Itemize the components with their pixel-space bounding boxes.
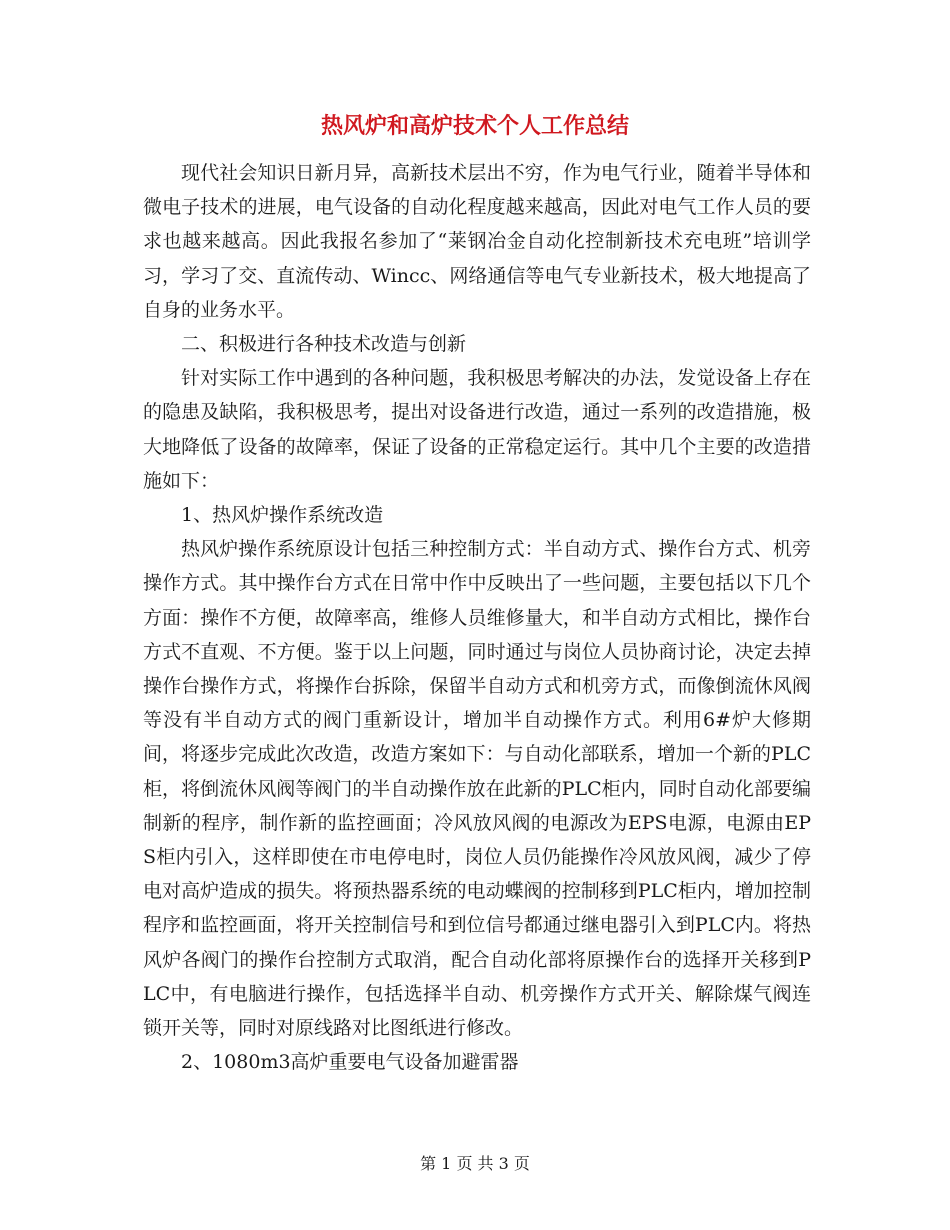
- page-number-footer: 第 1 页 共 3 页: [420, 1154, 530, 1173]
- document-body: [143, 156, 811, 1079]
- paragraph-improvements: 针对实际工作中遇到的各种问题，我积极思考解决的办法，发觉设备上存在的隐患及缺陷，我积极思考，提出对设备进行改造，通过一系列的改造措施，极大地降低了设备的故障率，保证了设备的正常稳定运行。其中几个主要的改造措施如下：: [143, 367, 811, 492]
- paragraph-intro: 现代社会知识日新月异，高新技术层出不穷，作为电气行业，随着半导体和微电子技术的进展，电气设备的自动化程度越来越高，因此对电气工作人员的要求也越来越高。因此我报名参加了“莱钢冶金自动化控制新技术充电班”培训学习，学习了交、直流传动、Wincc、网络通信等电气专业新技术，极大地提高了自身的业务水平。: [143, 162, 811, 321]
- subheading-hot-blast-stove: 1、热风炉操作系统改造: [181, 504, 384, 527]
- paragraph-hot-blast-stove: 热风炉操作系统原设计包括三种控制方式：半自动方式、操作台方式、机旁操作方式。其中操作台方式在日常中作中反映出了一些问题，主要包括以下几个方面：操作不方便，故障率高，维修人员维修量大，和半自动方式相比，操作台方式不直观、不方便。鉴于以上问题，同时通过与岗位人员协商讨论，决定去掉操作台操作方式，将操作台拆除，保留半自动方式和机旁方式，而像倒流休风阀等没有半自动方式的阀门重新设计，增加半自动操作方式。利用6#炉大修期间，将逐步完成此次改造，改造方案如下：与自动化部联系，增加一个新的PLC柜，将倒流休风阀等阀门的半自动操作放在此新的PLC柜内，同时自动化部要编制新的程序，制作新的监控画面；冷风放风阀的电源改为EPS电源，电源由EPS柜内引入，这样即使在市电停电时，岗位人员仍能操作冷风放风阀，减少了停电对高炉造成的损失。将预热器系统的电动蝶阀的控制移到PLC柜内，增加控制程序和监控画面，将开关控制信号和到位信号都通过继电器引入到PLC内。将热风炉各阀门的操作台控制方式取消，配合自动化部将原操作台的选择开关移到PLC中，有电脑进行操作，包括选择半自动、机旁操作方式开关、解除煤气阀连锁开关等，同时对原线路对比图纸进行修改。: [143, 538, 811, 1040]
- subheading-lightning-arrester: 2、1080m3高炉重要电气设备加避雷器: [181, 1051, 519, 1074]
- section-heading-tech-innovation: 二、积极进行各种技术改造与创新: [181, 333, 467, 356]
- document-title: 热风炉和高炉技术个人工作总结: [320, 113, 629, 139]
